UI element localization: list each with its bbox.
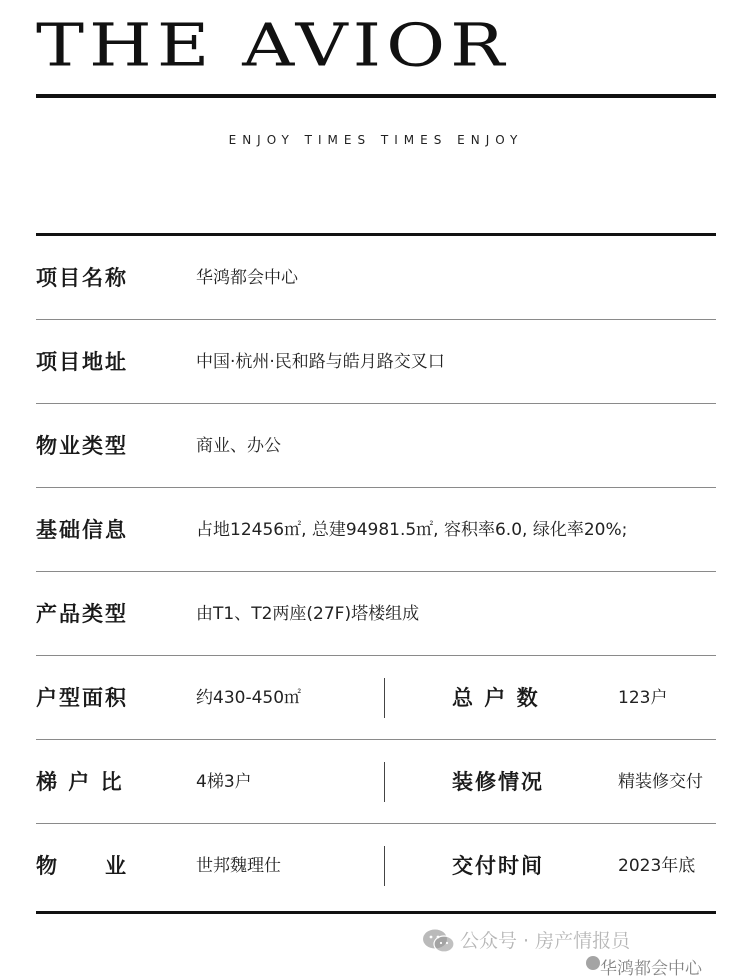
row-label: 基础信息 [36, 518, 128, 542]
row-label: 总 户 数 [452, 686, 540, 710]
watermark-text: 公众号 · 房产情报员 [460, 930, 631, 952]
avatar [586, 956, 600, 970]
row-value: 精装修交付 [618, 772, 703, 792]
row-label: 交付时间 [452, 854, 544, 878]
wechat-icon [422, 928, 456, 954]
info-row-elevator-ratio [36, 740, 716, 824]
row-value: 占地12456㎡, 总建94981.5㎡, 容积率6.0, 绿化率20%; [196, 520, 628, 540]
info-row-property-type [36, 404, 716, 488]
row-label: 装修情况 [452, 770, 544, 794]
row-label: 项目名称 [36, 266, 128, 290]
row-label: 梯 户 比 [36, 770, 124, 794]
row-value: 世邦魏理仕 [196, 856, 281, 876]
row-label: 户型面积 [36, 686, 128, 710]
row-value: 约430-450㎡ [196, 688, 302, 708]
row-value: 4梯3户 [196, 772, 252, 792]
info-row-project-address [36, 320, 716, 404]
row-label: 产品类型 [36, 602, 128, 626]
row-value: 123户 [618, 688, 668, 708]
brand-title: THE AVIOR [36, 10, 510, 80]
info-row-unit-size [36, 656, 716, 740]
watermark-account: 华鸿都会中心 [600, 959, 702, 979]
row-label: 项目地址 [36, 350, 128, 374]
info-row-basic-info [36, 488, 716, 572]
tagline: ENJOY TIMES TIMES ENJOY [228, 133, 524, 147]
bottom-rule [36, 911, 716, 914]
info-row-project-name [36, 236, 716, 320]
info-row-product-type [36, 572, 716, 656]
row-value: 商业、办公 [196, 436, 281, 456]
column-divider [384, 846, 385, 886]
row-value: 中国·杭州·民和路与皓月路交叉口 [196, 352, 445, 372]
row-label: 物业类型 [36, 434, 128, 458]
top-rule [36, 94, 716, 98]
row-label: 物 业 [36, 854, 128, 878]
info-row-property-management [36, 824, 716, 908]
watermark [410, 918, 730, 978]
row-value: 华鸿都会中心 [196, 268, 298, 288]
column-divider [384, 678, 385, 718]
row-value: 由T1、T2两座(27F)塔楼组成 [196, 604, 420, 624]
row-value: 2023年底 [618, 856, 696, 876]
column-divider [384, 762, 385, 802]
